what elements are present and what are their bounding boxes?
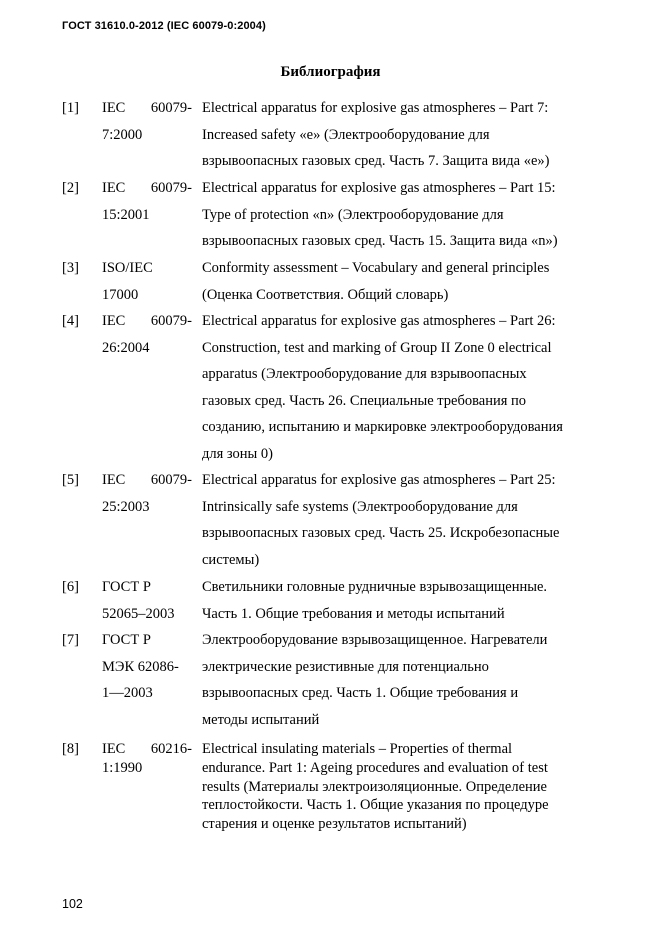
designation-part: ГОСТ Р (102, 579, 151, 595)
designation-part: 52065–2003 (102, 605, 175, 622)
title-line: Electrical apparatus for explosive gas atmospheres – Part 26: (202, 313, 556, 329)
title-line: Electrical apparatus for explosive gas atmospheres – Part 25: (202, 472, 556, 488)
title-line: Type of protection «n» (Электрооборудование для (202, 206, 504, 223)
designation-part: 1:1990 (102, 759, 143, 776)
title-line: для зоны 0) (202, 445, 274, 462)
entry-designation (102, 627, 192, 707)
entry-number: [6] (62, 579, 79, 595)
designation-part: ISO/IEC (102, 260, 153, 276)
title-line: взрывоопасных газовых сред. Часть 7. Защита вида «e») (202, 153, 550, 170)
designation-part: 7:2000 (102, 126, 143, 143)
designation-part: 60079- (150, 100, 192, 116)
entry-number: [2] (62, 180, 79, 196)
title-line: Construction, test and marking of Group II Zone 0 electrical (202, 339, 552, 356)
entry-designation (102, 467, 192, 520)
title-line: газовых сред. Часть 26. Специальные требования по (202, 392, 527, 409)
entry-number: [7] (62, 632, 79, 648)
title-line: Electrical apparatus for explosive gas atmospheres – Part 15: (202, 180, 556, 196)
entry-number: [5] (62, 472, 79, 488)
title-line: Conformity assessment – Vocabulary and general principles (202, 260, 550, 276)
title-line: электрические резистивные для потенциально (202, 658, 489, 675)
title-line: endurance. Part 1: Ageing procedures and evaluation of test (202, 759, 548, 776)
title-line: взрывоопасных газовых сред. Часть 15. Защита вида «n») (202, 233, 558, 250)
page-title: Библиография (280, 64, 381, 80)
designation-part: 60079- (150, 472, 192, 488)
title-line: взрывоопасных газовых сред. Часть 25. Искробезопасные (202, 525, 560, 542)
entry-designation (102, 95, 192, 148)
title-line: results (Материалы электроизоляционные. Определение (202, 778, 547, 795)
entry-title (202, 574, 602, 627)
title-line: Электрооборудование взрывозащищенное. Нагреватели (202, 632, 548, 648)
designation-part: IEC (102, 100, 126, 116)
designation-part: IEC (102, 741, 126, 757)
designation-part: 60216- (150, 741, 192, 757)
entry-designation (102, 175, 192, 228)
title-line: Electrical apparatus for explosive gas atmospheres – Part 7: (202, 100, 549, 116)
designation-part: 25:2003 (102, 498, 150, 515)
designation-part: IEC (102, 313, 126, 329)
title-line: Increased safety «e» (Электрооборудование для (202, 126, 490, 143)
document-header: ГОСТ 31610.0-2012 (IEC 60079-0:2004) (62, 20, 266, 32)
entry-number: [1] (62, 100, 79, 116)
designation-part: 1—2003 (102, 685, 153, 702)
title-line: старения и оценке результатов испытаний) (202, 816, 467, 833)
designation-part: МЭК 62086- (102, 658, 179, 675)
title-line: Electrical insulating materials – Properties of thermal (202, 741, 513, 757)
title-line: теплостойкости. Часть 1. Общие указания по процедуре (202, 797, 549, 814)
designation-part: 60079- (150, 313, 192, 329)
title-line: apparatus (Электрооборудование для взрывоопасных (202, 366, 527, 383)
entry-number: [4] (62, 313, 79, 329)
title-line: (Оценка Соответствия. Общий словарь) (202, 286, 449, 303)
designation-part: 15:2001 (102, 206, 150, 223)
entry-title (202, 255, 602, 308)
title-line: созданию, испытанию и маркировке электрооборудования (202, 419, 563, 436)
entry-designation (102, 740, 192, 778)
title-line: Светильники головные рудничные взрывозащищенные. (202, 579, 548, 595)
entry-title (202, 95, 602, 175)
designation-part: IEC (102, 472, 126, 488)
designation-part: 26:2004 (102, 339, 150, 356)
title-line: взрывоопасных сред. Часть 1. Общие требования и (202, 685, 519, 702)
entry-designation (102, 574, 192, 627)
title-line: Intrinsically safe systems (Электрооборудование для (202, 498, 518, 515)
entry-number: [3] (62, 260, 79, 276)
entry-designation (102, 308, 192, 361)
page-number: 102 (62, 897, 83, 911)
title-line: Часть 1. Общие требования и методы испытаний (202, 605, 505, 622)
title-line: системы) (202, 551, 260, 568)
entry-title (202, 740, 602, 834)
entry-title (202, 308, 602, 468)
designation-part: 17000 (102, 286, 139, 303)
entry-title (202, 467, 602, 573)
entry-designation (102, 255, 192, 308)
designation-part: 60079- (150, 180, 192, 196)
entry-title (202, 175, 602, 255)
designation-part: IEC (102, 180, 126, 196)
entry-number: [8] (62, 741, 79, 757)
designation-part: ГОСТ Р (102, 632, 151, 648)
entry-title (202, 627, 602, 733)
title-line: методы испытаний (202, 711, 320, 728)
